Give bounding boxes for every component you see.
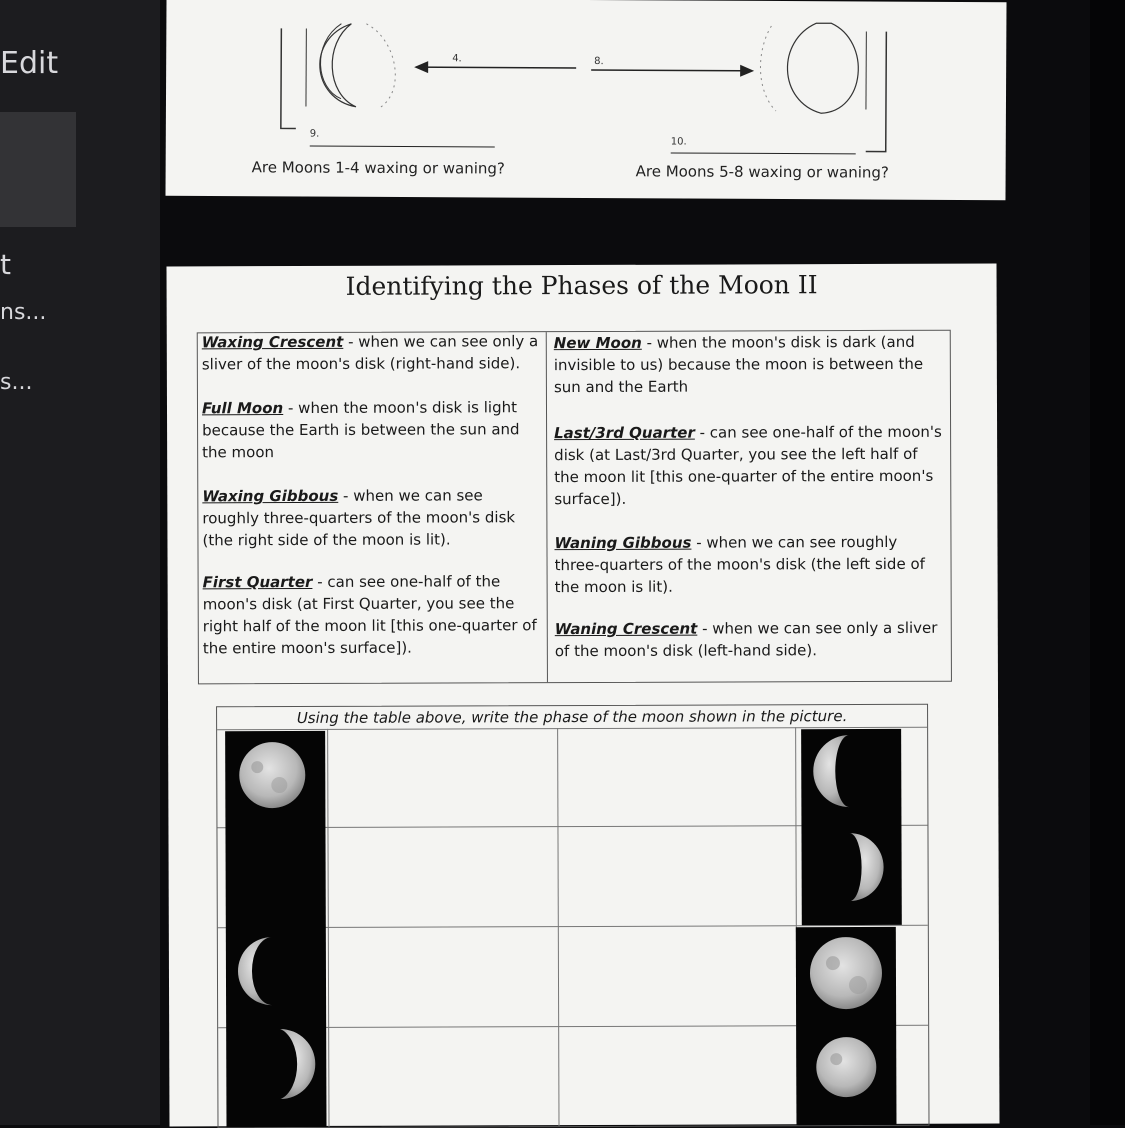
crater-2	[271, 777, 287, 793]
moon-photo-table	[216, 704, 929, 1128]
moon-photo-5-crescent	[813, 735, 849, 807]
moon-photo-6-quarter	[849, 833, 883, 901]
definition-waning-crescent	[555, 617, 947, 662]
definition-waxing-crescent	[202, 330, 540, 375]
crater-1	[251, 761, 263, 773]
term-waning-crescent: Waning Crescent	[555, 620, 698, 638]
text-new-moon: - when the moon's disk is dark (and invisible to us) because the moon is between the sun and the Earth	[554, 333, 923, 396]
definitions-table	[197, 330, 952, 685]
moon-outline-dotted	[366, 24, 396, 107]
gibbous-moon-drawing	[787, 23, 858, 113]
text-first-quarter: - can see one-half of the moon's disk (at First Quarter, you see the right half of the moon lit [this one-quarter of the entire moon's surface]).	[203, 572, 537, 657]
photo-table-instruction: Using the table above, write the phase of the moon shown in the picture.	[217, 707, 927, 727]
left-bracket	[281, 28, 297, 128]
term-new-moon: New Moon	[554, 334, 642, 352]
side-item-1[interactable]: t	[0, 248, 11, 281]
definition-first-quarter	[203, 570, 541, 659]
definition-new-moon	[554, 331, 946, 398]
arrow-left-head	[414, 61, 428, 73]
worksheet-page-top	[165, 0, 1006, 200]
label-10: 10.	[671, 136, 687, 147]
text-last-quarter: - can see one-half of the moon's disk (at Last/3rd Quarter, you see the left half of the moon lit [this one-quarter of the entire moon's surface]).	[554, 423, 942, 508]
worksheet-title: Identifying the Phases of the Moon II	[167, 270, 997, 302]
crater-5	[830, 1053, 842, 1065]
crater-3	[826, 956, 840, 970]
moon-photo-4-crescent	[280, 1029, 315, 1099]
arrow-left-line	[416, 67, 576, 68]
term-last-quarter: Last/3rd Quarter	[554, 424, 695, 442]
definition-full-moon	[202, 396, 540, 463]
text-full-moon: - when the moon's disk is light because the Earth is between the sun and the moon	[202, 398, 520, 461]
term-first-quarter: First Quarter	[203, 573, 313, 591]
edit-menu[interactable]: Edit	[0, 46, 58, 81]
term-waning-gibbous: Waning Gibbous	[554, 534, 691, 552]
answer-cell-5[interactable]	[330, 928, 556, 1025]
definitions-divider	[546, 332, 548, 682]
definition-waxing-gibbous	[202, 484, 540, 551]
right-bracket	[866, 31, 887, 151]
arrow-right-head	[740, 65, 754, 77]
moon-photo-7-full	[810, 937, 882, 1009]
answer-cell-1[interactable]	[329, 730, 555, 827]
text-waxing-crescent: - when we can see only a sliver of the moon's disk (right-hand side).	[202, 332, 538, 373]
moon-photo-1-gibbous	[239, 742, 305, 808]
text-waning-crescent: - when we can see only a sliver of the moon's disk (left-hand side).	[555, 619, 938, 660]
worksheet-page	[167, 264, 1000, 1127]
left-panel-selected-item[interactable]	[0, 112, 76, 227]
question-moons-1-4: Are Moons 1-4 waxing or waning?	[252, 158, 505, 177]
answer-cell-2[interactable]	[559, 729, 793, 826]
moon-photo-8-full	[816, 1037, 876, 1097]
label-4: 4.	[452, 53, 462, 64]
term-waxing-gibbous: Waxing Gibbous	[202, 487, 338, 505]
definition-last-quarter	[554, 421, 946, 510]
text-waxing-gibbous: - when we can see roughly three-quarters of the moon's disk (the right side of the moon is lit).	[202, 486, 515, 549]
moon-outline-dotted-right	[760, 26, 776, 111]
answer-cell-3[interactable]	[329, 828, 555, 925]
text-waning-gibbous: - when we can see roughly three-quarters of the moon's disk (the left side of the moon is lit).	[555, 533, 925, 596]
definition-waning-gibbous	[554, 531, 946, 598]
side-item-3[interactable]: s...	[0, 370, 32, 395]
term-full-moon: Full Moon	[202, 399, 283, 417]
crescent-moon-drawing	[320, 24, 357, 107]
arrow-right-line	[591, 70, 741, 71]
answer-cell-8[interactable]	[560, 1027, 794, 1124]
moon-photo-3-first-quarter	[238, 937, 272, 1005]
crescent-moon-drawing-inner	[320, 24, 341, 99]
term-waxing-crescent: Waxing Crescent	[202, 333, 344, 351]
crater-4	[849, 976, 867, 994]
label-8: 8.	[594, 56, 604, 67]
answer-cell-6[interactable]	[560, 927, 794, 1024]
side-item-2[interactable]: ns...	[0, 300, 46, 325]
label-9: 9.	[310, 129, 320, 140]
question-moons-5-8: Are Moons 5-8 waxing or waning?	[636, 162, 889, 181]
answer-cell-7[interactable]	[330, 1028, 556, 1125]
screen-edge	[1090, 0, 1125, 1125]
answer-cell-4[interactable]	[559, 827, 793, 924]
